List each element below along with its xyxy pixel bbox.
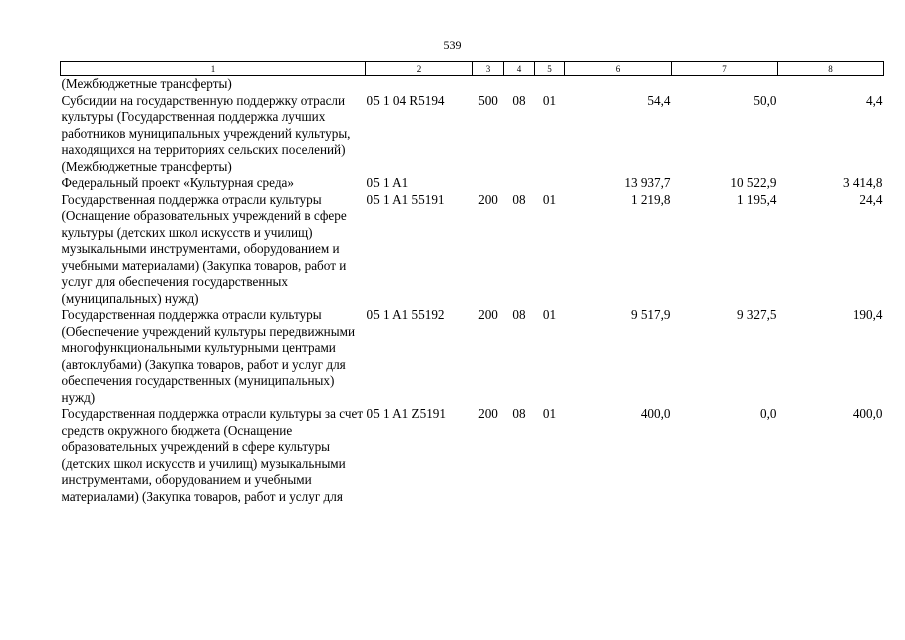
row-value7-cell: 9 327,5: [736, 307, 777, 322]
row-col3-cell: 200: [478, 406, 498, 421]
row-col4-cell: 08: [512, 307, 526, 322]
row-name-cell: Субсидии на государственную поддержку отрасли культуры (Государственная поддержка лучших работников муниципальных учреждений культуры, находящихся на территориях сельских поселений) (Межбюджетные трансферты): [61, 92, 351, 174]
row-col4-cell: 08: [512, 406, 526, 421]
row-value8-cell: 3 414,8: [842, 175, 883, 190]
table-row: [61, 192, 884, 308]
row-col3-cell: 200: [478, 191, 498, 207]
header-cell: 1: [61, 62, 366, 76]
row-col5-cell: [535, 175, 565, 192]
row-code-cell: 05 1 A1 55192: [366, 307, 445, 322]
row-col3-cell: 200: [478, 307, 498, 322]
row-code-cell: [366, 76, 473, 93]
row-code-cell: 05 1 A1: [366, 175, 409, 190]
header-cell: 4: [504, 62, 535, 76]
table-row: [61, 175, 884, 192]
row-value7-cell: 0,0: [760, 406, 777, 421]
row-col5-cell: 01: [542, 92, 557, 108]
row-value6-cell: 54,4: [647, 92, 671, 108]
header-cell: 5: [535, 62, 565, 76]
row-col5-cell: 01: [542, 191, 557, 207]
row-name-cell: (Межбюджетные трансферты): [61, 76, 232, 91]
row-col3-cell: [473, 175, 504, 192]
row-name-cell: Государственная поддержка отрасли культуры (Обеспечение учреждений культуры передвижными многофункциональными культурными центрами (автоклубами) (Закупка товаров, работ и услуг для обеспечения государственных (муниципальных) нужд): [61, 307, 356, 405]
row-value6-cell: [565, 76, 672, 93]
table-row: [61, 307, 884, 406]
header-cell: 2: [366, 62, 473, 76]
row-value6-cell: 13 937,7: [624, 175, 671, 190]
row-col4-cell: 08: [512, 191, 526, 207]
row-value7-cell: 1 195,4: [736, 191, 777, 207]
row-col5-cell: [535, 76, 565, 93]
header-cell: 7: [672, 62, 778, 76]
row-col3-cell: [473, 76, 504, 93]
row-col5-cell: 01: [542, 307, 557, 322]
row-value8-cell: 24,4: [859, 191, 883, 207]
page-number: 539: [443, 38, 462, 52]
header-cell: 3: [473, 62, 504, 76]
row-value6-cell: 9 517,9: [630, 307, 671, 322]
header-cell: 8: [778, 62, 884, 76]
column-number-header: [61, 62, 884, 76]
row-col5-cell: 01: [542, 406, 557, 421]
row-value8-cell: 400,0: [852, 406, 883, 421]
table-row: [61, 76, 884, 93]
row-name-cell: Государственная поддержка отрасли культуры (Оснащение образовательных учреждений в сфере культуры (детских школ искусств и училищ) музыкальными инструментами, оборудованием и учебными материалами) (Закупка товаров, работ и услуг для обеспечения государственных (муниципальных) нужд): [61, 191, 347, 306]
row-code-cell: 05 1 A1 55191: [366, 191, 445, 207]
row-value6-cell: 400,0: [640, 406, 671, 421]
row-name-cell: Государственная поддержка отрасли культуры за счет средств окружного бюджета (Оснащение образовательных учреждений в сфере культуры (детских школ искусств и училищ) музыкальными инструментами, оборудованием и учебными материалами) (Закупка товаров, работ и услуг для: [61, 406, 364, 504]
row-value8-cell: 4,4: [866, 92, 883, 108]
row-code-cell: 05 1 A1 Z5191: [366, 406, 446, 421]
row-col4-cell: [504, 175, 535, 192]
row-value8-cell: [778, 76, 884, 93]
budget-table: [60, 61, 884, 505]
row-value6-cell: 1 219,8: [630, 191, 671, 207]
table-body: [61, 76, 884, 506]
row-col4-cell: 08: [512, 92, 526, 108]
row-name-cell: Федеральный проект «Культурная среда»: [61, 175, 294, 190]
row-code-cell: 05 1 04 R5194: [366, 92, 445, 108]
row-value7-cell: [672, 76, 778, 93]
row-col3-cell: 500: [478, 92, 498, 108]
table-row: [61, 93, 884, 176]
row-col4-cell: [504, 76, 535, 93]
row-value7-cell: 50,0: [753, 92, 777, 108]
row-value7-cell: 10 522,9: [730, 175, 777, 190]
header-cell: 6: [565, 62, 672, 76]
table-row: [61, 406, 884, 505]
row-value8-cell: 190,4: [852, 307, 883, 322]
